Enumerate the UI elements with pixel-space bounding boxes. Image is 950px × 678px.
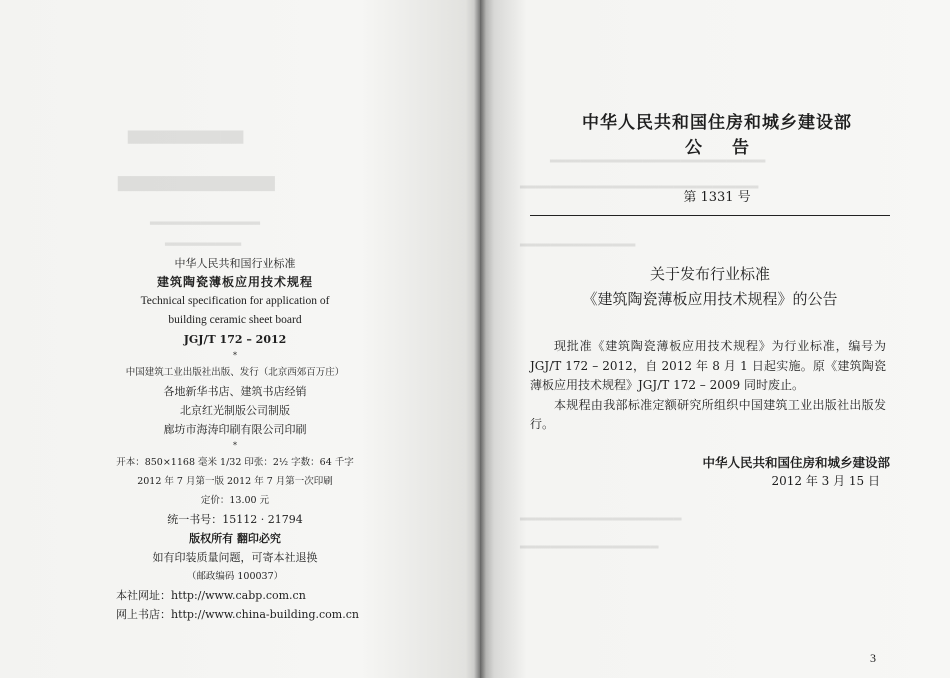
online-store-line: 网上书店：http://www.china-building.com.cn: [116, 608, 359, 621]
document-number: 第 1331 号: [683, 190, 751, 205]
announcement-subject-line2: 《建筑陶瓷薄板应用技术规程》的公告: [582, 290, 838, 308]
separator-star: *: [233, 351, 237, 360]
return-note: 如有印装质量问题，可寄本社退换: [152, 551, 318, 564]
body-paragraph: 本规程由我部标准定额研究所组织中国建筑工业出版社出版发行。: [530, 397, 886, 431]
announcement-heading: 公告: [685, 138, 779, 158]
printer-line: 廊坊市海涛印刷有限公司印刷: [163, 423, 307, 436]
issuing-ministry-heading: 中华人民共和国住房和城乡建设部: [582, 113, 852, 133]
website-line: 本社网址：http://www.cabp.com.cn: [116, 589, 306, 602]
body-paragraph: 现批准《建筑陶瓷薄板应用技术规程》为行业标准，编号为 JGJ/T 172 – 2012，自 2012 年 8 月 1 日起实施。原《建筑陶瓷薄板应用技术规程》JGJ/T 172 – 2009 同时废止。: [530, 339, 886, 392]
copyright-line: 版权所有 翻印必究: [189, 532, 281, 545]
standard-title-cn: 建筑陶瓷薄板应用技术规程: [156, 275, 313, 289]
bleed-through-text: ▂▂▂▂▂▂▂▂▂▂▂▂▂▂▂▂▂▂▂▂▂▂▂▂▂▂▂▂▂▂▂: [520, 178, 759, 189]
bleed-through-text: ▂▂▂▂▂▂▂▂▂▂▂▂▂▂▂▂▂▂▂▂▂: [520, 510, 682, 521]
price-line: 定价：13.00 元: [200, 495, 270, 506]
publisher-line: 中国建筑工业出版社出版、发行（北京西郊百万庄）: [125, 367, 345, 378]
format-line: 开本：850×1168 毫米 1/32 印张：2½ 字数：64 千字: [116, 457, 354, 468]
standard-title-en-line2: building ceramic sheet board: [168, 314, 302, 326]
book-gutter: [474, 0, 486, 678]
bleed-through-text: ▂▂▂▂▂▂▂▂▂▂▂▂▂▂▂▂▂▂▂▂▂▂▂▂▂▂▂▂: [550, 152, 766, 163]
bleed-through-text: ▆▆▆▆▆▆▆▆▆▆: [128, 126, 244, 144]
standard-title-en-line1: Technical specification for application of: [140, 295, 330, 307]
bleed-through-text: ▂▂▂▂▂▂▂▂▂▂▂▂▂▂▂▂▂▂: [520, 538, 659, 549]
isbn-line: 统一书号：15112 · 21794: [167, 513, 303, 526]
issue-date: 2012 年 3 月 15 日: [771, 474, 880, 488]
page-number: 3: [870, 651, 876, 665]
separator-star: *: [233, 441, 237, 450]
bleed-through-text: ▂▂▂▂▂▂▂▂▂▂▂▂▂▂▂: [520, 236, 636, 247]
announcement-subject-line1: 关于发布行业标准: [649, 265, 770, 283]
typesetter-line: 北京红光制版公司制版: [180, 404, 290, 417]
standard-code: JGJ/T 172 – 2012: [183, 333, 287, 346]
series-label: 中华人民共和国行业标准: [174, 257, 296, 270]
copyright-imprint: [110, 254, 360, 624]
heading-divider: [530, 215, 890, 216]
signatory: 中华人民共和国住房和城乡建设部: [702, 455, 890, 470]
right-page: [480, 0, 950, 678]
distributor-line: 各地新华书店、建筑书店经销: [163, 385, 307, 398]
postcode-line: （邮政编码 100037）: [186, 571, 284, 582]
bleed-through-text: ▂▂▂▂▂▂▂▂▂▂▂▂▂: [150, 212, 260, 225]
bleed-through-text: ▆▆▆▆▆▆▆▆▆▆▆▆: [118, 172, 275, 192]
announcement-body: [530, 337, 886, 435]
edition-line: 2012 年 7 月第一版 2012 年 7 月第一次印刷: [137, 476, 333, 487]
bleed-through-text: ▂▂▂▂▂▂▂▂▂: [165, 233, 242, 246]
